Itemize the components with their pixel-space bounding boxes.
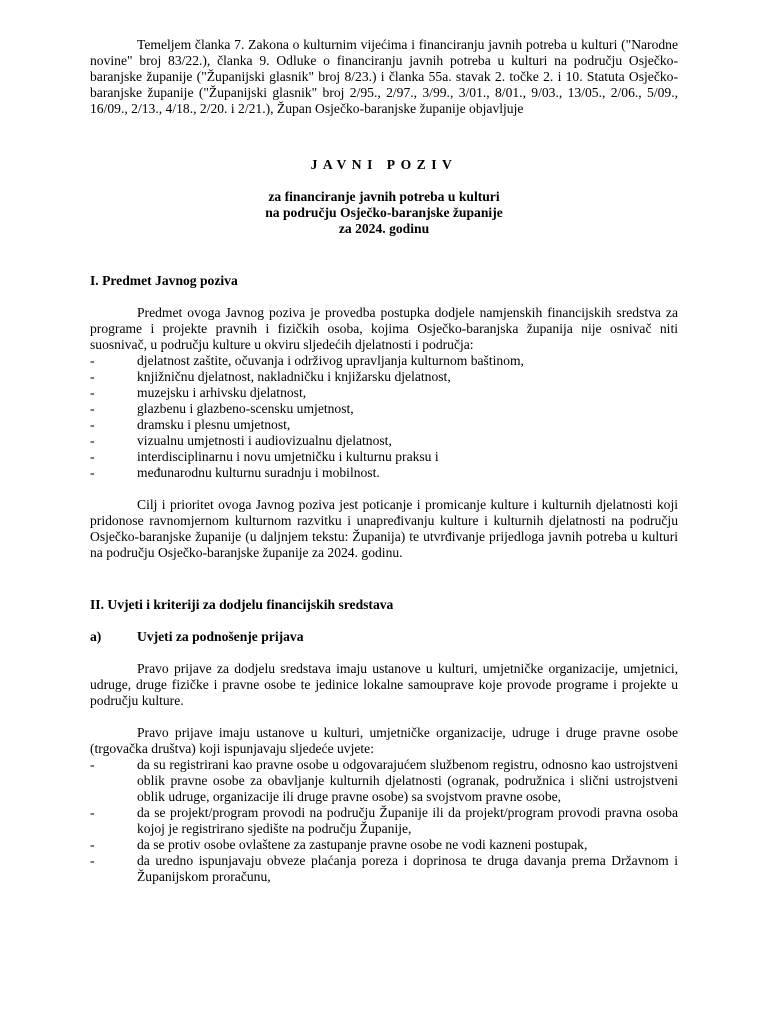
bullet-dash: - xyxy=(90,385,95,400)
subsection-a-heading xyxy=(90,629,678,645)
section-2-paragraph-1: Pravo prijave za dodjelu sredstava imaju ustanove u kulturi, umjetničke organizacije, umjetnici, udruge, druge fizičke i pravne osobe te jedinice lokalne samouprave koje provode programe i projekte u području kulture. xyxy=(90,661,678,708)
bullet-dash: - xyxy=(90,353,95,368)
list-item: - vizualnu umjetnosti i audiovizualnu djelatnost, xyxy=(90,433,392,448)
subtitle-line-3: za 2024. godinu xyxy=(338,221,430,236)
bullet-dash: - xyxy=(90,757,95,772)
section-1-heading: I. Predmet Javnog poziva xyxy=(90,273,238,288)
document-subtitle xyxy=(90,189,678,237)
list-item: - dramsku i plesnu umjetnost, xyxy=(90,417,291,432)
list-item: - da se projekt/program provodi na području Županije ili da projekt/program provodi pravna osoba kojoj je registrirano sjedište na području Županije, xyxy=(90,805,678,836)
section-1-paragraph-2: Cilj i prioritet ovoga Javnog poziva jest poticanje i promicanje kulture i kulturnih djelatnosti koji pridonose ravnomjernom kulturnom razvitku i unapređivanju kulture i kulturnih djelatnosti na području Osječko-baranjske županije (u daljnjem tekstu: Županija) te utvrđivanje prijedloga javnih potreba u kulturi na području Osječko-baranjske županije za 2024. godinu. xyxy=(90,497,678,560)
list-item: - međunarodnu kulturnu suradnju i mobilnost. xyxy=(90,465,380,480)
list-item: - knjižničnu djelatnost, nakladničku i knjižarsku djelatnost, xyxy=(90,369,451,384)
bullet-dash: - xyxy=(90,369,95,384)
section-1-paragraph-1: Predmet ovoga Javnog poziva je provedba postupka dodjele namjenskih financijskih sredstva za programe i projekte pravnih i fizičkih osoba, kojima Osječko-baranjska županija nije osnivač niti suosnivač, u području kulture u okviru sljedećih djelatnosti i područja: xyxy=(90,305,678,352)
bullet-dash: - xyxy=(90,449,95,464)
bullet-dash: - xyxy=(90,837,95,852)
subtitle-line-1: za financiranje javnih potreba u kulturi xyxy=(268,189,500,204)
list-item: - interdisciplinarnu i novu umjetničku i kulturnu praksu i xyxy=(90,449,439,464)
section-2-heading: II. Uvjeti i kriteriji za dodjelu financijskih sredstava xyxy=(90,597,394,612)
bullet-dash: - xyxy=(90,853,95,868)
subtitle-line-2: na području Osječko-baranjske županije xyxy=(265,205,503,220)
subsection-title: Uvjeti za podnošenje prijava xyxy=(137,629,304,644)
list-item: - muzejsku i arhivsku djelatnost, xyxy=(90,385,307,400)
list-item: - da uredno ispunjavaju obveze plaćanja poreza i doprinosa te druga davanja prema Državnom i Županijskom proračunu, xyxy=(90,853,678,884)
activities-list xyxy=(90,353,678,481)
conditions-list xyxy=(90,757,678,885)
subsection-label: a) xyxy=(90,629,102,644)
section-2-paragraph-2: Pravo prijave imaju ustanove u kulturi, umjetničke organizacije, udruge i druge pravne osobe (trgovačka društva) koji ispunjavaju sljedeće uvjete: xyxy=(90,725,678,756)
bullet-dash: - xyxy=(90,417,95,432)
list-item: - da su registrirani kao pravne osobe u odgovarajućem službenom registru, odnosno kao ustrojstveni oblik pravne osobe za obavljanje kulturnih djelatnosti (ogranak, podružnica i slični ustrojstveni oblik udruge, organizacije ili druge pravne osobe) sa svojstvom pravne osobe, xyxy=(90,757,678,804)
bullet-dash: - xyxy=(90,401,95,416)
list-item: - djelatnost zaštite, očuvanja i održivog upravljanja kulturnom baštinom, xyxy=(90,353,524,368)
bullet-dash: - xyxy=(90,805,95,820)
intro-paragraph: Temeljem članka 7. Zakona o kulturnim vijećima i financiranju javnih potreba u kulturi ("Narodne novine" broj 83/22.), članka 9. Odluke o financiranju javnih potreba u kulturi na području Osječko-baranjske županije ("Županijski glasnik" broj 8/23.) i članka 55a. stavak 2. točke 2. i 10. Statuta Osječko-baranjske županije ("Županijski glasnik" broj 2/95., 2/97., 3/99., 3/01., 8/01., 9/03., 13/05., 2/06., 5/09., 16/09., 2/13., 4/18., 2/20. i 2/21.), Župan Osječko-baranjske županije objavljuje xyxy=(90,37,678,116)
document-title: JAVNI POZIV xyxy=(310,157,458,172)
list-item: - da se protiv osobe ovlaštene za zastupanje pravne osobe ne vodi kazneni postupak, xyxy=(90,837,588,852)
bullet-dash: - xyxy=(90,465,95,480)
list-item: - glazbenu i glazbeno-scensku umjetnost, xyxy=(90,401,354,416)
bullet-dash: - xyxy=(90,433,95,448)
